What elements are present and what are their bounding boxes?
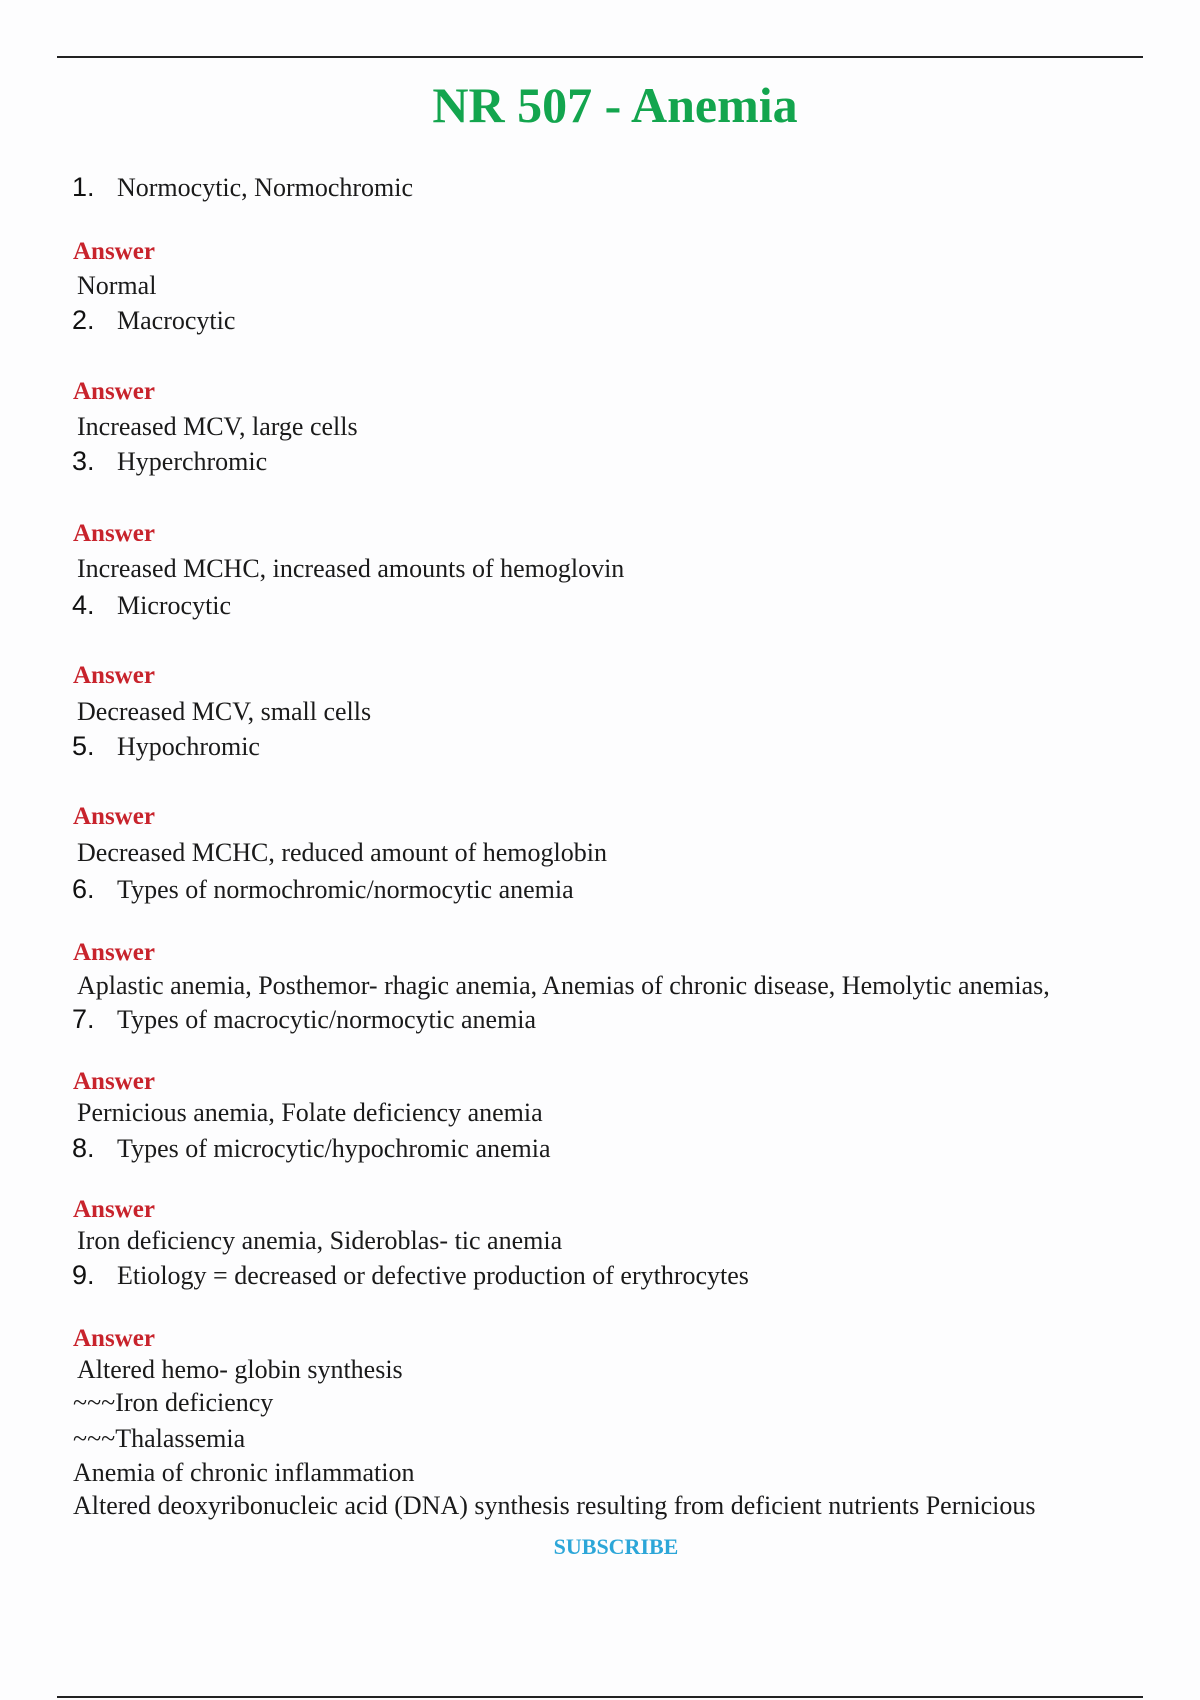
subscribe-link[interactable]: SUBSCRIBE bbox=[553, 1534, 679, 1559]
question-text: Etiology = decreased or defective production of erythrocytes bbox=[117, 1261, 749, 1290]
question-number: 9. bbox=[72, 1260, 95, 1290]
answer-text: Increased MCHC, increased amounts of hemoglovin bbox=[77, 554, 625, 583]
answer-text: ~~~Thalassemia bbox=[73, 1424, 246, 1453]
answer-text: Increased MCV, large cells bbox=[77, 412, 358, 441]
answer-label: Answer bbox=[73, 378, 155, 405]
answer-text: Normal bbox=[77, 271, 157, 300]
answer-text: Decreased MCV, small cells bbox=[77, 697, 372, 726]
answer-text: Iron deficiency anemia, Sideroblas- tic anemia bbox=[77, 1226, 563, 1255]
question-text: Macrocytic bbox=[117, 306, 236, 335]
question-number: 4. bbox=[72, 590, 95, 620]
answer-label: Answer bbox=[73, 520, 155, 547]
question-5 bbox=[72, 728, 260, 764]
answer-label: Answer bbox=[73, 662, 155, 689]
question-number: 3. bbox=[72, 446, 95, 476]
question-text: Types of macrocytic/normocytic anemia bbox=[117, 1005, 537, 1034]
document-title: NR 507 - Anemia bbox=[432, 77, 798, 133]
question-text: Hypochromic bbox=[117, 732, 260, 761]
question-text: Types of normochromic/normocytic anemia bbox=[117, 875, 574, 904]
question-number: 6. bbox=[72, 874, 95, 904]
question-3 bbox=[72, 443, 267, 479]
answer-text: Aplastic anemia, Posthemor- rhagic anemia, Anemias of chronic disease, Hemolytic anemias, bbox=[77, 971, 1050, 1000]
answer-label: Answer bbox=[73, 939, 155, 966]
answer-text: Anemia of chronic inflammation bbox=[73, 1458, 415, 1487]
answer-text: Altered hemo- globin synthesis bbox=[77, 1355, 403, 1384]
question-number: 2. bbox=[72, 305, 95, 335]
answer-text: Decreased MCHC, reduced amount of hemoglobin bbox=[77, 838, 607, 867]
question-number: 1. bbox=[72, 172, 95, 202]
question-7 bbox=[72, 1001, 536, 1037]
answer-label: Answer bbox=[73, 1325, 155, 1352]
answer-label: Answer bbox=[73, 803, 155, 830]
answer-text: ~~~Iron deficiency bbox=[73, 1388, 274, 1417]
question-6 bbox=[72, 871, 574, 907]
question-4 bbox=[72, 587, 231, 623]
answer-label: Answer bbox=[73, 1068, 155, 1095]
question-1 bbox=[72, 169, 413, 205]
question-number: 5. bbox=[72, 731, 95, 761]
answer-text: Altered deoxyribonucleic acid (DNA) synthesis resulting from deficient nutrients Pernicious bbox=[73, 1491, 1036, 1520]
question-text: Types of microcytic/hypochromic anemia bbox=[117, 1134, 551, 1163]
top-rule bbox=[57, 56, 1143, 58]
bottom-rule bbox=[57, 1696, 1143, 1698]
question-number: 8. bbox=[72, 1133, 95, 1163]
question-8 bbox=[72, 1130, 551, 1166]
answer-label: Answer bbox=[73, 1196, 155, 1223]
answer-text: Pernicious anemia, Folate deficiency anemia bbox=[77, 1098, 543, 1127]
answer-label: Answer bbox=[73, 238, 155, 265]
question-2 bbox=[72, 302, 235, 338]
question-9 bbox=[72, 1257, 749, 1293]
question-text: Normocytic, Normochromic bbox=[117, 173, 414, 202]
question-text: Hyperchromic bbox=[117, 447, 268, 476]
question-number: 7. bbox=[72, 1004, 95, 1034]
question-text: Microcytic bbox=[117, 591, 232, 620]
